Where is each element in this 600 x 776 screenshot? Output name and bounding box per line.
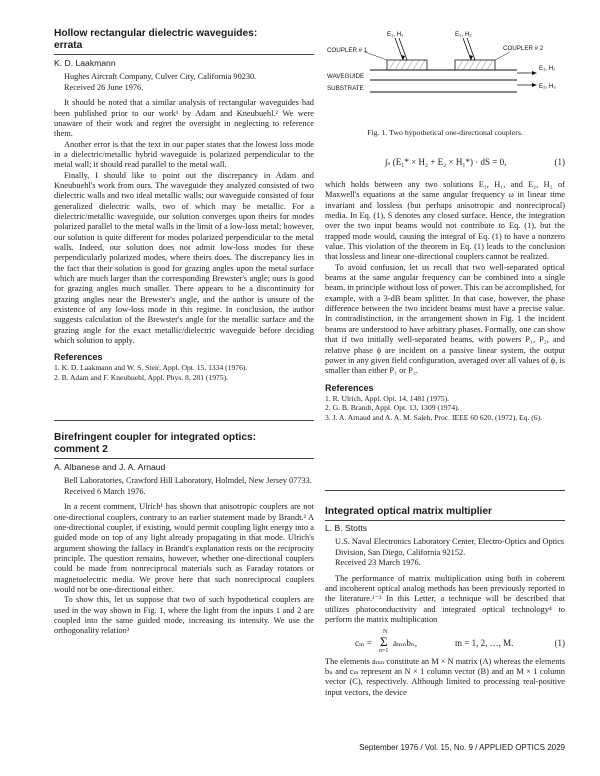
coupler2-block <box>455 60 495 70</box>
article1-reference: 1. K. D. Laakmann and W. S. Steir, Appl. Opt. 15, 1334 (1976). <box>54 363 248 373</box>
eq-sum-bottom: n=1 <box>379 647 389 654</box>
field2-label-out: E₂, H₂ <box>539 83 556 90</box>
field1-label-out: E₁, H₁ <box>539 65 556 72</box>
article1-author: K. D. Laakmann <box>54 58 116 68</box>
article2-title-rule <box>54 458 314 459</box>
coupler2-label: COUPLER # 2 <box>503 45 544 52</box>
article2-reference: 3. J. A. Arnaud and A. A. M. Saleh, Proc. IEEE 60 620, (1972), Eq. (6). <box>325 412 543 422</box>
eq-rhs: aₘₙbₙ, <box>393 637 418 648</box>
article2-paragraph: In a recent comment, Ulrich¹ has shown that anisotropic couplers are not one-directional couplers, contrary to an earlier statement made by Brandt.² A one-directional coupler, if existing, would permit coupling light energy into a guided mode on top of any light already propagating in that mode. Ulrich's argument showing the fallacy in Brandt's explanation rests on the reciprocity principle. The question remains, however, whether one-directional couplers could be made from nonreciprocal materials such as Faraday rotators or magnetoelectric media. We prove here that such nonreciprocal couplers would not be one-directional either. <box>54 502 314 594</box>
article3-affiliation: U.S. Naval Electronics Laboratory Center, Electro-Optics and Optics Division, San Diego, California 92152. <box>335 537 565 557</box>
article1-body <box>54 98 314 346</box>
article1-title-rule <box>54 54 314 55</box>
article3-equation <box>325 629 565 655</box>
coupler2-hatch <box>457 60 493 70</box>
article1-received: Received 26 June 1976. <box>64 82 144 92</box>
eq-number: (1) <box>554 637 565 648</box>
equation-1 <box>325 156 565 170</box>
article1-reference: 2. B. Adam and F. Kneubuehl, Appl. Phys. 8, 281 (1975). <box>54 373 229 383</box>
article2-paragraph: which holds between any two solutions E₁, H₁, and E₂, H₂ of Maxwell's equations at the same angular frequency ω in linear time invariant and lossless (but perhaps anisotropic and nonreciprocal) media. In Eq. (1), S denotes any closed surface. Hence, the integration over the two input beams would not contribute to Eq. (1), but the trapped mode would, causing the integral of Eq. (1) to have a nonzero value. This violation of the theorem in Eq. (1) leads to the conclusion that lossless and linear one-directional couplers cannot be realized. <box>325 180 565 262</box>
field1-label-top: E₁, H₁ <box>387 31 404 38</box>
article1-paragraph: It should be noted that a similar analysis of rectangular waveguides had been published prior to our work¹ by Adam and Kneubuehl.² We were unaware of their work and regret the oversight in neglecting to reference them. <box>54 98 314 139</box>
article2-body-left <box>54 502 314 636</box>
page-footer: September 1976 / Vol. 15, No. 9 / APPLIED OPTICS 2029 <box>359 743 565 752</box>
article3 <box>325 506 565 698</box>
article2-title-line2: comment 2 <box>54 444 108 455</box>
article3-received: Received 23 March 1976. <box>335 558 421 568</box>
article2-affiliation: Bell Laboratories, Crawford Hill Laboratory, Holmdel, New Jersey 07733. <box>64 476 312 485</box>
equation-body: ∫ₛ (E₁* × H₂ + E₂ × H₁*) · dS = 0, <box>385 157 507 167</box>
article-separator <box>325 490 565 491</box>
article2-body-right <box>325 180 565 422</box>
article3-title-rule <box>325 520 565 521</box>
coupler1-hatch <box>389 60 425 70</box>
equation-number: (1) <box>554 157 565 167</box>
eq-condition: m = 1, 2, …, M. <box>455 637 514 648</box>
article2-title-line1: Birefringent coupler for integrated optics: <box>54 432 257 443</box>
article3-title: Integrated optical matrix multiplier <box>325 506 492 517</box>
article2-paragraph: To avoid confusion, let us recall that two well-separated optical beams at the same angular frequency can be combined into a single beam, in principle without loss of power. This can be accomplished, for example, with a 3-dB beam splitter. In that case, however, the phase difference between the two incident beams must have a precise value. In contradistinction, in the arrangement shown in Fig. 1 the incident beams are understood to have arbitrary phases. Formally, one can show that if two initially well-separated beams, with powers P₁, P₂, and relative phase ϕ are incident on a passive linear system, the output power in any given field configuration, averaged over all values of ϕ, is smaller than either P₁ or P₂. <box>325 262 565 376</box>
waveguide-label: WAVEGUIDE <box>327 73 365 80</box>
substrate-label: SUBSTRATE <box>327 85 364 92</box>
article3-paragraph: The performance of matrix multiplication using both in coherent and incoherent optical analog methods has been previously reported in the literature.¹⁻³ In this Letter, a technique will be described that utilizes photoconductivity and integrated optical technology⁴ to perform the matrix multiplication <box>325 573 565 625</box>
article2-author: A. Albanese and J. A. Arnaud <box>54 462 166 472</box>
eq-sum-top: N <box>383 628 388 635</box>
article1-paragraph: Finally, I should like to point out the discrepancy in Adam and Kneubuehl's work from ours. The waveguide they analyzed consisted of two dielectric walls and two ideal metallic walls; our waveguide consisted of four generalized dielectric walls, two of which may be metallic. For a dielectric/metallic waveguide, our solution converges upon theirs for modes polarized parallel to the metal walls in the limit of a low-loss metal; however, our solution is quite different for modes polarized perpendicular to the metal walls. Indeed, our solution does not admit low-loss modes for these perpendicularly polarized modes, where theirs does. The discrepancy lies in the fact that their solution is good for grazing angles upon the metal surface which are much larger than the corresponding Brewster's angle; ours is good for grazing angles much smaller. There appears to be a discontinuity for grazing angles near the Brewster's angle, and the author is unsure of the existence of any low-loss mode in this regime. In conclusion, the author suggests calculation of the Brewster's angle for the metallic surface and the grazing angle for the exact metallic/dielectric waveguide before deciding which solution to apply. <box>54 170 314 346</box>
figure-couplers <box>325 30 565 122</box>
eq-lhs: cₘ = <box>355 637 372 648</box>
article1-header <box>54 28 314 383</box>
article1-title-line1: Hollow rectangular dielectric waveguides: <box>54 28 258 39</box>
article1-affiliation: Hughes Aircraft Company, Culver City, California 90230. <box>64 72 257 81</box>
coupler1-label: COUPLER # 1 <box>327 47 368 54</box>
article1-title-line2: errata <box>54 40 83 51</box>
article1-paragraph: Another error is that the text in our paper states that the lowest loss mode in a dielectric/metallic hybrid waveguide is polarized perpendicular to the metal wall; it should read parallel to the metal wall. <box>54 139 314 170</box>
article2-references-title: References <box>325 382 374 393</box>
article3-author: L. B. Stotts <box>325 523 368 533</box>
article-separator <box>54 420 314 421</box>
coupler1-block <box>387 60 427 70</box>
article2-paragraph: To show this, let us suppose that two of such hypothetical couplers are used in the way shown in Fig. 1, where the light from the inputs 1 and 2 are coupled into the same guided mode, increasing its intensity. We use the orthogonality relation³ <box>54 595 314 636</box>
figure-caption: Fig. 1. Two hypothetical one-directional couplers. <box>367 128 523 137</box>
field2-label-top: E₂, H₂ <box>455 31 472 38</box>
article3-paragraph: The elements aₘₙ constitute an M × N matrix (A) whereas the elements bₙ and cₘ represent an N × 1 column vector (B) and an M × 1 column vector (C), respectively. Although limited to processing real-positive input vectors, the device <box>325 656 565 697</box>
article2-reference: 2. G. B. Brandt, Appl. Opt. 13, 1309 (1974). <box>325 403 460 413</box>
article2-received: Received 6 March 1976. <box>64 486 146 496</box>
article2-header <box>54 432 314 637</box>
article2-reference: 1. R. Ulrich, Appl. Opt. 14, 1481 (1975). <box>325 393 450 403</box>
eq-sum: Σ <box>380 633 388 649</box>
article1-references-title: References <box>54 352 103 363</box>
